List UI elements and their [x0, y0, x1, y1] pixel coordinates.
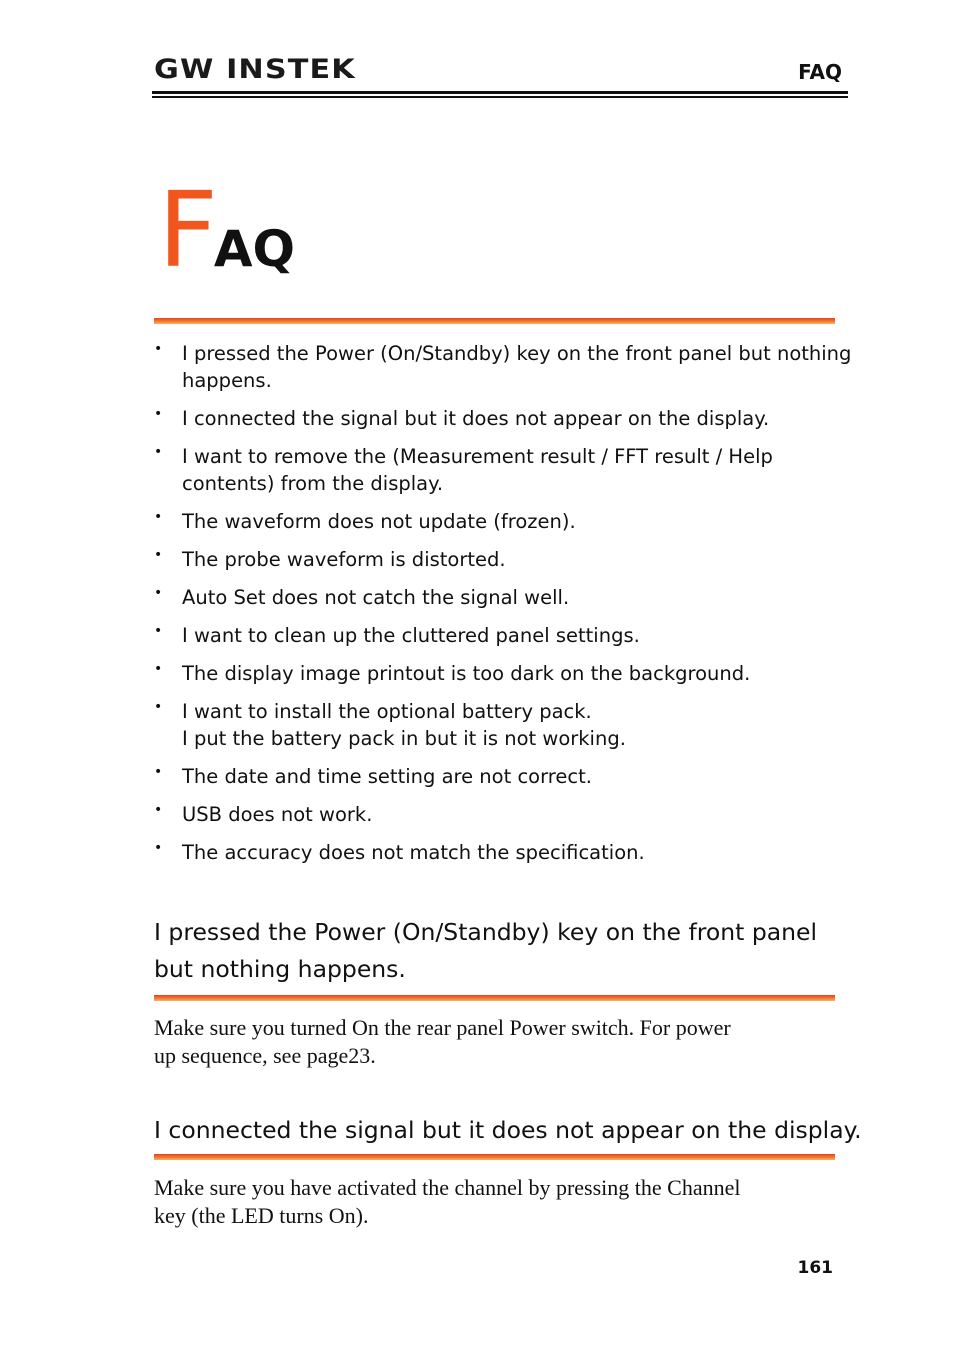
bullet-icon: •: [154, 840, 163, 856]
faq-list-item: [154, 584, 844, 611]
faq-list-item: [154, 801, 844, 828]
brand-logo: GW INSTEK: [154, 54, 356, 85]
bullet-icon: •: [154, 802, 163, 818]
faq-list-item: [154, 340, 852, 394]
faq-item-text: I connected the signal but it does not appear on the display.: [182, 407, 770, 430]
faq-list-item: [154, 508, 844, 535]
bullet-icon: •: [154, 661, 163, 677]
faq-item-text: The display image printout is too dark on the background.: [182, 662, 751, 685]
faq-item-text: Auto Set does not catch the signal well.: [182, 586, 570, 609]
section-heading-power: [154, 914, 844, 988]
faq-item-text: I want to clean up the cluttered panel settings.: [182, 624, 640, 647]
bullet-icon: •: [154, 764, 163, 780]
faq-question-list: [154, 340, 852, 877]
faq-item-text: happens.: [182, 369, 272, 392]
chapter-divider: [154, 318, 835, 324]
faq-list-item: [154, 443, 844, 497]
section-divider: [154, 1154, 835, 1160]
bullet-icon: •: [154, 699, 163, 715]
header-rule-thin: [152, 96, 848, 98]
faq-list-item: [154, 546, 844, 573]
header-section-label: FAQ: [798, 60, 842, 84]
header-rule: [152, 91, 848, 94]
body-text-line: up sequence, see page23.: [154, 1043, 376, 1068]
faq-item-text: I pressed the Power (On/Standby) key on the front panel but nothing: [182, 342, 852, 365]
faq-list-item: [154, 839, 844, 866]
faq-item-text: I put the battery pack in but it is not working.: [182, 727, 626, 750]
section-divider: [154, 995, 835, 1001]
faq-item-text: The probe waveform is distorted.: [182, 548, 506, 571]
faq-item-text: USB does not work.: [182, 803, 373, 826]
body-text-line: Make sure you have activated the channel by pressing the Channel: [154, 1175, 741, 1200]
faq-list-item: [154, 698, 844, 752]
body-text-line: Make sure you turned On the rear panel Power switch. For power: [154, 1015, 731, 1040]
bullet-icon: •: [154, 623, 163, 639]
body-text-line: key (the LED turns On).: [154, 1203, 369, 1228]
faq-item-text: I want to remove the (Measurement result / FFT result / Help: [182, 445, 773, 468]
page-number: 161: [797, 1258, 833, 1278]
page-header: [152, 50, 848, 98]
section-body-signal: [154, 1174, 844, 1230]
faq-item-text: The date and time setting are not correct.: [182, 765, 592, 788]
faq-item-text: I want to install the optional battery pack.: [182, 700, 592, 723]
faq-item-text: The accuracy does not match the specification.: [182, 841, 645, 864]
chapter-title-initial: F: [158, 169, 218, 291]
faq-item-text: contents) from the display.: [182, 472, 444, 495]
faq-item-text: The waveform does not update (frozen).: [182, 510, 576, 533]
section-body-power: [154, 1014, 844, 1070]
chapter-title: [158, 169, 296, 291]
bullet-icon: •: [154, 547, 163, 563]
chapter-title-rest: AQ: [213, 220, 296, 278]
faq-list-item: [154, 622, 844, 649]
bullet-icon: •: [154, 444, 163, 460]
section-heading-line: I connected the signal but it does not appear on the display.: [154, 1116, 862, 1144]
bullet-icon: •: [154, 509, 163, 525]
section-heading-line: but nothing happens.: [154, 955, 406, 983]
bullet-icon: •: [154, 585, 163, 601]
faq-list-item: [154, 405, 844, 432]
faq-list-item: [154, 763, 844, 790]
section-heading-signal: [154, 1112, 862, 1149]
faq-list-item: [154, 660, 844, 687]
section-heading-line: I pressed the Power (On/Standby) key on the front panel: [154, 918, 818, 946]
bullet-icon: •: [154, 406, 163, 422]
bullet-icon: •: [154, 341, 163, 357]
